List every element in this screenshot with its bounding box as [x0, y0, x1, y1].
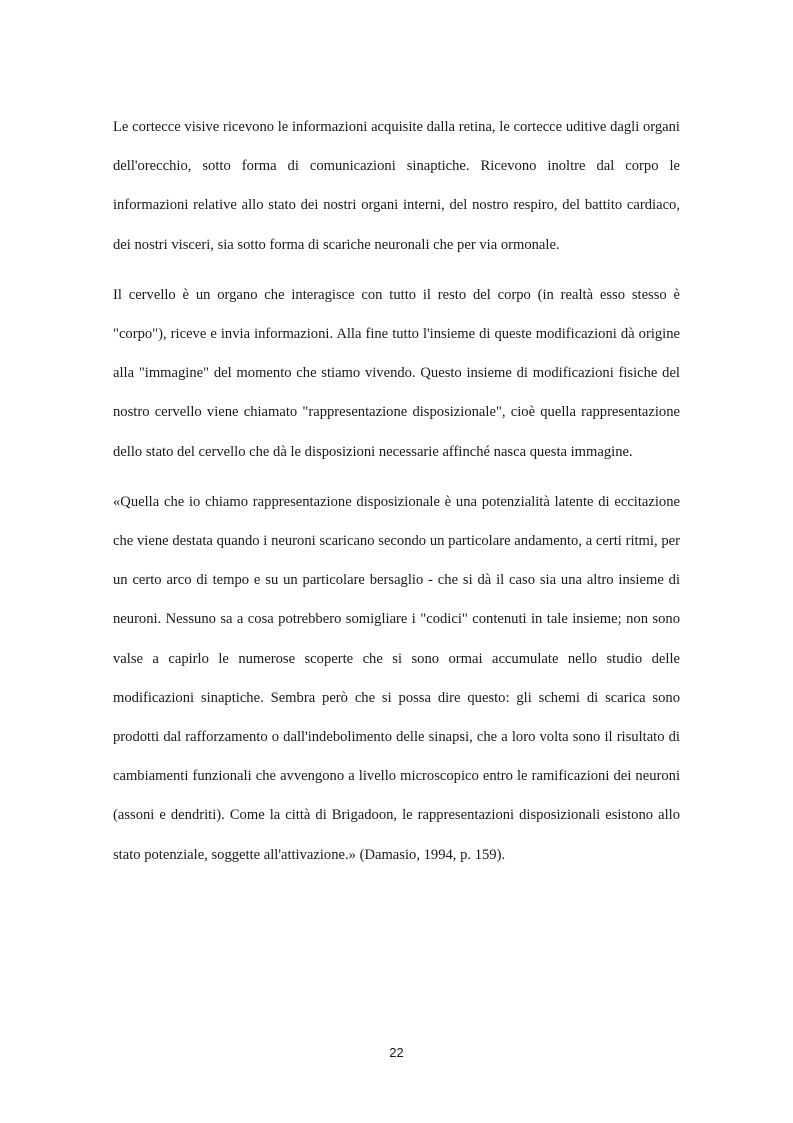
- paragraph-1: Le cortecce visive ricevono le informazioni acquisite dalla retina, le cortecce uditive dagli organi dell'orecchio, sotto forma di comunicazioni sinaptiche. Ricevono inoltre dal corpo le informazioni relative allo stato dei nostri organi interni, del nostro respiro, del battito cardiaco, dei nostri visceri, sia sotto forma di scariche neuronali che per via ormonale.: [113, 119, 680, 253]
- page-number: 22: [389, 1045, 404, 1060]
- paragraph-2: Il cervello è un organo che interagisce con tutto il resto del corpo (in realtà esso stesso è "corpo"), riceve e invia informazioni. Alla fine tutto l'insieme di queste modificazioni dà origine alla "immagine" del momento che stiamo vivendo. Questo insieme di modificazioni fisiche del nostro cervello viene chiamato "rappresentazione disposizionale", cioè quella rappresentazione dello stato del cervello che dà le disposizioni necessarie affinché nasca questa immagine.: [113, 286, 680, 460]
- paragraph-3-quote: «Quella che io chiamo rappresentazione disposizionale è una potenzialità latente di eccitazione che viene destata quando i neuroni scaricano secondo un particolare andamento, a certi ritmi, per un certo arco di tempo e su un particolare bersaglio - che si dà il caso sia una altro insieme di neuroni. Nessuno sa a cosa potrebbero somigliare i "codici" contenuti in tale insieme; non sono valse a capirlo le numerose scoperte che si sono ormai accumulate nello studio delle modificazioni sinaptiche. Sembra però che si possa dire questo: gli schemi di scarica sono prodotti dal rafforzamento o dall'indebolimento delle sinapsi, che a loro volta sono il risultato di cambiamenti funzionali che avvengono a livello microscopico entro le ramificazioni dei neuroni (assoni e dendriti). Come la città di Brigadoon, le rappresentazioni disposizionali esistono allo stato potenziale, soggette all'attivazione.» (Damasio, 1994, p. 159).: [113, 493, 680, 863]
- body-text: [113, 108, 680, 886]
